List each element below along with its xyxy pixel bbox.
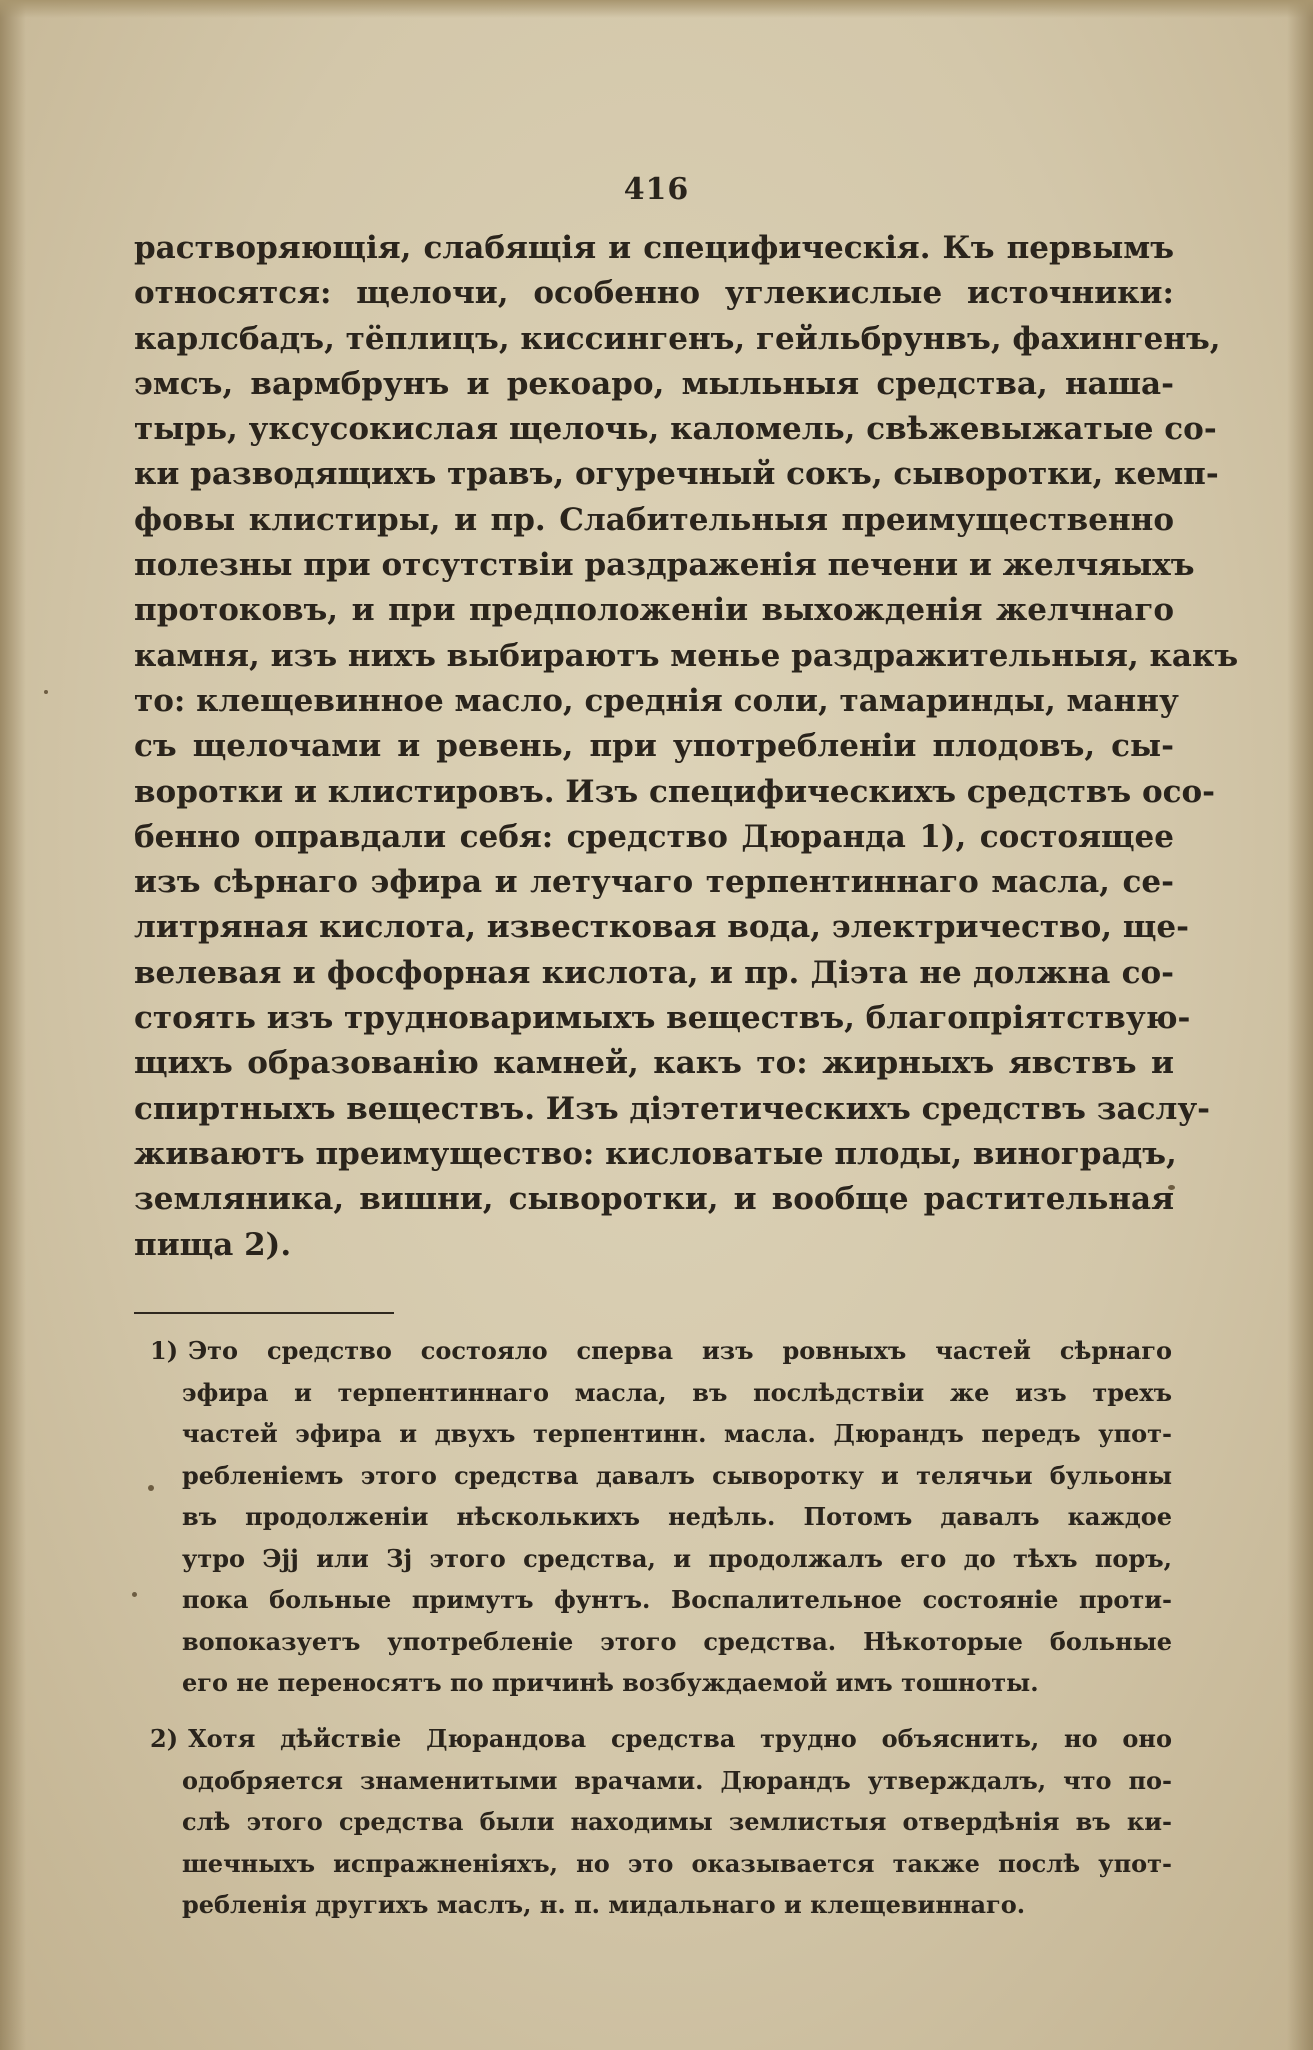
footnote-2 — [150, 1718, 1172, 1926]
text-line: камня, изъ нихъ выбираютъ менье раздражительныя, какъ — [134, 637, 1239, 674]
text-line: полезны при отсутствіи раздраженія печени и желчяыхъ — [134, 547, 1195, 584]
footnote-line: пока больные примутъ фунтъ. Воспалительное состояніе проти- — [182, 1585, 1172, 1614]
footnote-line: ребленіемъ этого средства давалъ сыворотку и телячьи бульоны — [182, 1460, 1172, 1490]
text-line: велевая и фосфорная кислота, и пр. Діэта не должна со- — [134, 954, 1174, 991]
footnote-1 — [150, 1330, 1172, 1704]
text-line: изъ сѣрнаго эфира и летучаго терпентиннаго масла, се- — [134, 864, 1174, 901]
text-line: протоковъ, и при предположеніи выхожденія желчнаго — [134, 592, 1174, 629]
footnote-line: въ продолженіи нѣсколькихъ недѣль. Потомъ давалъ каждое — [182, 1502, 1172, 1531]
footnote-line: эфира и терпентиннаго масла, въ послѣдствіи же изъ трехъ — [182, 1377, 1172, 1407]
footnote-number: 1) — [150, 1336, 179, 1365]
footnote-number: 2) — [150, 1724, 179, 1753]
text-line: тырь, уксусокислая щелочь, каломель, свѣжевыжатые со- — [134, 411, 1217, 448]
footnote-line: шечныхъ испражненіяхъ, но это оказывается также послѣ упот- — [182, 1848, 1172, 1878]
footnote-line: его не переносятъ по причинѣ возбуждаемой имъ тошноты. — [182, 1668, 1039, 1697]
footnote-line: вопоказуетъ употребленіе этого средства. Нѣкоторые больные — [182, 1626, 1172, 1656]
footnote-separator — [134, 1312, 394, 1314]
text-line: съ щелочами и ревень, при употребленіи плодовъ, сы- — [134, 728, 1174, 765]
footnote-line: частей эфира и двухъ терпентинн. масла. Дюрандъ передъ упот- — [182, 1419, 1172, 1448]
text-line: относятся: щелочи, особенно углекислые источники: — [134, 275, 1174, 312]
text-line: растворяющія, слабящія и специфическія. Къ первымъ — [134, 230, 1174, 266]
footnote-line: утро Эjj или Зj этого средства, и продолжалъ его до тѣхъ поръ, — [182, 1543, 1172, 1573]
text-line: стоять изъ трудноваримыхъ веществъ, благопріятствую- — [134, 1000, 1191, 1037]
page-edge-top — [0, 0, 1313, 18]
page-edge-left — [0, 0, 26, 2050]
page-number: 416 — [623, 172, 690, 207]
text-line: пища 2). — [134, 1226, 292, 1263]
text-line: земляника, вишни, сыворотки, и вообще растительная — [134, 1181, 1174, 1218]
text-line: воротки и клистировъ. Изъ специфическихъ средствъ осо- — [134, 773, 1216, 810]
footnote-text: Хотя дѣйствіе Дюрандова средства трудно объяснить, но оно — [188, 1724, 1172, 1753]
text-line: литряная кислота, известковая вода, электричество, ще- — [134, 909, 1189, 946]
footnote-line: одобряется знаменитыми врачами. Дюрандъ утверждалъ, что по- — [182, 1765, 1172, 1795]
footnote-line — [150, 1718, 1172, 1760]
footnote-line — [150, 1330, 1172, 1372]
text-line: ки разводящихъ травъ, огуречный сокъ, сыворотки, кемп- — [134, 456, 1219, 493]
text-line: бенно оправдали себя: средство Дюранда 1), состоящее — [134, 818, 1174, 855]
text-line: живаютъ преимущество: кисловатые плоды, виноградъ, — [134, 1135, 1177, 1172]
paper-speck — [132, 1592, 137, 1597]
text-line: фовы клистиры, и пр. Слабительныя преимущественно — [134, 501, 1174, 538]
footnote-text: Это средство состояло сперва изъ ровныхъ частей сѣрнаго — [188, 1336, 1172, 1365]
main-paragraph — [134, 226, 1239, 1268]
page-edge-right — [1287, 0, 1313, 2050]
text-line: эмсъ, вармбрунъ и рекоаро, мыльныя средства, нашa- — [134, 365, 1174, 402]
paper-speck — [44, 690, 48, 694]
text-line: то: клещевинное масло, среднія соли, тамаринды, манну — [134, 682, 1179, 719]
text-line: щихъ образованію камней, какъ то: жирныхъ явствъ и — [134, 1045, 1174, 1082]
text-line: карлсбадъ, тёплицъ, киссингенъ, гейльбрунвъ, фахингенъ, — [134, 320, 1221, 357]
footnote-line: ребленія другихъ маслъ, н. п. мидальнаго и клещевиннаго. — [182, 1890, 1026, 1919]
footnote-line: слѣ этого средства были находимы землистыя отвердѣнія въ ки- — [182, 1807, 1172, 1836]
text-line: спиртныхъ веществъ. Изъ діэтетическихъ средствъ заслу- — [134, 1090, 1211, 1127]
